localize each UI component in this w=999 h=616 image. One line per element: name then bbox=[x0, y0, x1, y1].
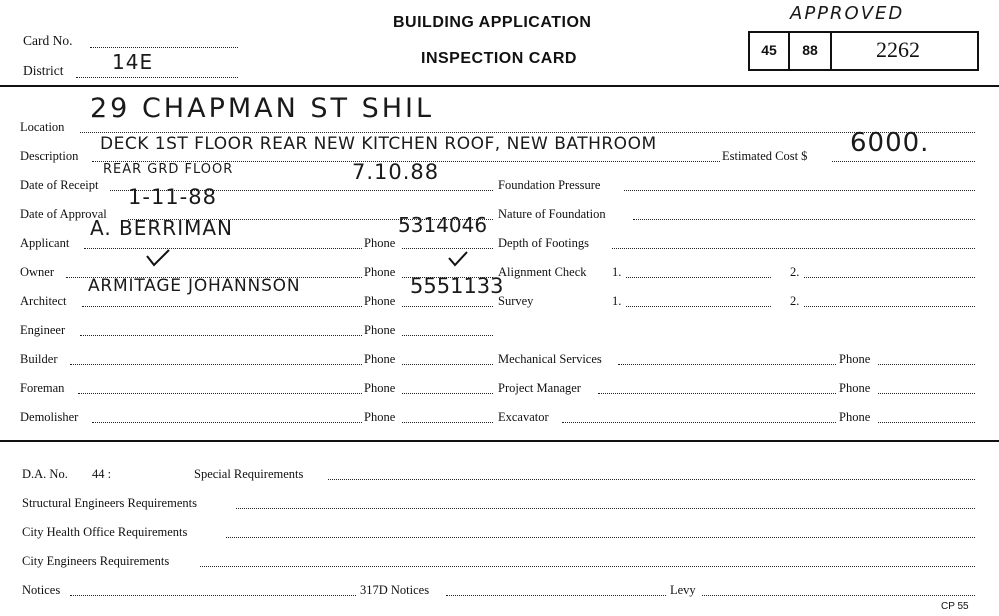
survey-1: 1. bbox=[612, 294, 622, 308]
district-value: 14E bbox=[112, 50, 154, 74]
depth-footings-label: Depth of Footings bbox=[498, 236, 589, 250]
reference-cell-88: 88 bbox=[802, 42, 818, 58]
applicant-phone-value: 5314046 bbox=[398, 213, 488, 237]
foreman-label: Foreman bbox=[20, 381, 65, 395]
nature-foundation-label: Nature of Foundation bbox=[498, 207, 606, 221]
mechanical-phone-label: Phone bbox=[839, 352, 871, 366]
nature-foundation-line bbox=[633, 219, 975, 220]
mechanical-label: Mechanical Services bbox=[498, 352, 602, 366]
applicant-value: A. BERRIMAN bbox=[90, 216, 233, 240]
location-value: 29 CHAPMAN ST SHIL bbox=[90, 93, 435, 124]
description-label: Description bbox=[20, 149, 79, 163]
reference-cell-45: 45 bbox=[761, 42, 777, 58]
section-rule bbox=[0, 440, 999, 442]
checkmark-icon bbox=[145, 248, 171, 268]
builder-phone-line bbox=[402, 364, 493, 365]
city-engineers-line bbox=[200, 566, 975, 567]
date-approval-label: Date of Approval bbox=[20, 207, 107, 221]
engineer-line bbox=[80, 335, 362, 336]
form-subtitle: INSPECTION CARD bbox=[421, 50, 577, 67]
demolisher-line bbox=[92, 422, 362, 423]
applicant-label: Applicant bbox=[20, 236, 70, 250]
excavator-label: Excavator bbox=[498, 410, 549, 424]
structural-label: Structural Engineers Requirements bbox=[22, 496, 197, 510]
survey-2-line bbox=[804, 306, 975, 307]
levy-label: Levy bbox=[670, 583, 696, 597]
checkmark-icon bbox=[447, 250, 469, 268]
foreman-phone-line bbox=[402, 393, 493, 394]
levy-line bbox=[702, 595, 975, 596]
notices-label: Notices bbox=[22, 583, 61, 597]
engineer-label: Engineer bbox=[20, 323, 66, 337]
approved-stamp: APPROVED bbox=[790, 3, 905, 24]
health-label: City Health Office Requirements bbox=[22, 525, 188, 539]
excavator-phone-label: Phone bbox=[839, 410, 871, 424]
builder-line bbox=[70, 364, 362, 365]
date-receipt-label: Date of Receipt bbox=[20, 178, 99, 192]
card-no-line bbox=[90, 47, 238, 48]
architect-value: ARMITAGE JOHANNSON bbox=[88, 276, 301, 296]
project-manager-phone-label: Phone bbox=[839, 381, 871, 395]
applicant-line bbox=[84, 248, 362, 249]
estimated-cost-line bbox=[832, 161, 975, 162]
location-line bbox=[80, 132, 975, 133]
da-value: 44 : bbox=[92, 467, 112, 481]
engineer-phone-label: Phone bbox=[364, 323, 396, 337]
foundation-pressure-line bbox=[624, 190, 975, 191]
project-manager-line bbox=[598, 393, 836, 394]
date-receipt-value: 7.10.88 bbox=[352, 160, 440, 184]
foundation-pressure-label: Foundation Pressure bbox=[498, 178, 601, 192]
demolisher-label: Demolisher bbox=[20, 410, 79, 424]
city-engineers-label: City Engineers Requirements bbox=[22, 554, 170, 568]
notices-line bbox=[70, 595, 356, 596]
depth-footings-line bbox=[612, 248, 975, 249]
demolisher-phone-line bbox=[402, 422, 493, 423]
alignment-1: 1. bbox=[612, 265, 622, 279]
description-value-line2: REAR GRD FLOOR bbox=[103, 162, 234, 177]
architect-line bbox=[82, 306, 362, 307]
location-label: Location bbox=[20, 120, 65, 134]
structural-line bbox=[236, 508, 975, 509]
excavator-phone-line bbox=[878, 422, 975, 423]
header-rule bbox=[0, 85, 999, 87]
estimated-cost-value: 6000. bbox=[850, 128, 930, 158]
alignment-2-line bbox=[804, 277, 975, 278]
district-label: District bbox=[23, 63, 64, 78]
applicant-phone-line bbox=[402, 248, 493, 249]
notices-317d-label: 317D Notices bbox=[360, 583, 430, 597]
builder-phone-label: Phone bbox=[364, 352, 396, 366]
reference-cell-divider-2 bbox=[830, 31, 832, 71]
health-line bbox=[226, 537, 975, 538]
notices-317d-line bbox=[446, 595, 666, 596]
district-line bbox=[76, 77, 238, 78]
date-approval-value: 1-11-88 bbox=[128, 185, 217, 209]
mechanical-phone-line bbox=[878, 364, 975, 365]
survey-1-line bbox=[626, 306, 771, 307]
architect-phone-value: 5551133 bbox=[410, 274, 504, 298]
excavator-line bbox=[562, 422, 836, 423]
owner-phone-label: Phone bbox=[364, 265, 396, 279]
survey-2: 2. bbox=[790, 294, 800, 308]
architect-phone-label: Phone bbox=[364, 294, 396, 308]
architect-phone-line bbox=[402, 306, 493, 307]
engineer-phone-line bbox=[402, 335, 493, 336]
form-code: CP 55 bbox=[941, 601, 969, 612]
alignment-1-line bbox=[626, 277, 771, 278]
card-no-label: Card No. bbox=[23, 33, 73, 48]
foreman-phone-label: Phone bbox=[364, 381, 396, 395]
project-manager-label: Project Manager bbox=[498, 381, 581, 395]
mechanical-line bbox=[618, 364, 836, 365]
foreman-line bbox=[78, 393, 362, 394]
form-title: BUILDING APPLICATION bbox=[393, 14, 592, 31]
applicant-phone-label: Phone bbox=[364, 236, 396, 250]
builder-label: Builder bbox=[20, 352, 58, 366]
project-manager-phone-line bbox=[878, 393, 975, 394]
da-label: D.A. No. bbox=[22, 467, 68, 481]
estimated-cost-label: Estimated Cost $ bbox=[722, 149, 808, 163]
architect-label: Architect bbox=[20, 294, 67, 308]
description-value-line1: DECK 1ST FLOOR REAR NEW KITCHEN ROOF, NEW BATHROOM bbox=[100, 134, 657, 154]
alignment-label: Alignment Check bbox=[498, 265, 587, 279]
survey-label: Survey bbox=[498, 294, 534, 308]
special-requirements-line bbox=[328, 479, 975, 480]
alignment-2: 2. bbox=[790, 265, 800, 279]
owner-label: Owner bbox=[20, 265, 55, 279]
serial-number: 2262 bbox=[876, 37, 920, 62]
special-requirements-label: Special Requirements bbox=[194, 467, 304, 481]
demolisher-phone-label: Phone bbox=[364, 410, 396, 424]
